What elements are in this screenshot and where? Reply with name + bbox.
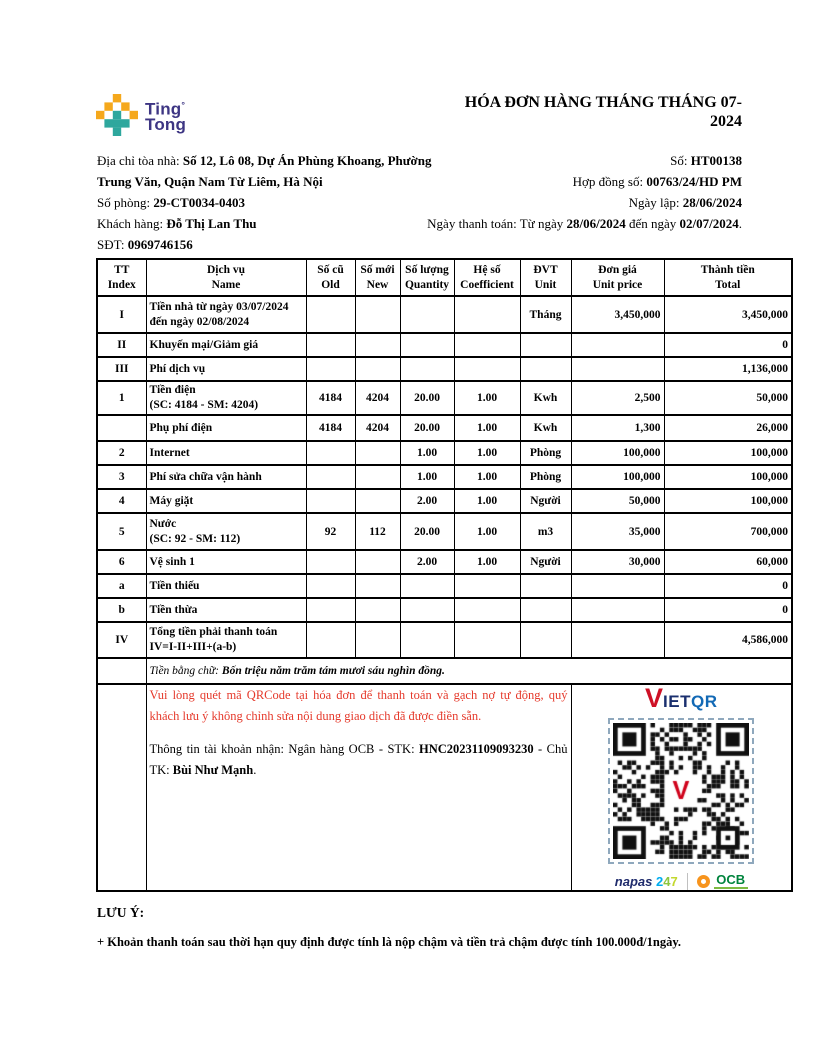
- cell-new: [355, 296, 400, 333]
- cell-old: [306, 296, 355, 333]
- cell-unit-price: [571, 622, 664, 658]
- building-address-line1: Địa chỉ tòa nhà: Số 12, Lô 08, Dự Án Phùng Khoang, Phường: [97, 153, 432, 168]
- cell-unit-price: 1,300: [571, 415, 664, 441]
- table-row: [97, 513, 792, 550]
- footer-note-title: LƯU Ý:: [97, 905, 145, 920]
- cell-unit: Kwh: [520, 415, 571, 441]
- cell-index: 6: [97, 550, 146, 574]
- cell-old: [306, 622, 355, 658]
- cell-new: [355, 550, 400, 574]
- building-address-line2: Trung Văn, Quận Nam Từ Liêm, Hà Nội: [97, 174, 323, 189]
- cell-index: 5: [97, 513, 146, 550]
- cell-index: III: [97, 357, 146, 381]
- cell-unit-price: [571, 333, 664, 357]
- cell-unit-price: [571, 574, 664, 598]
- cell-index: b: [97, 598, 146, 622]
- cell-total: 0: [664, 574, 792, 598]
- cell-index: 3: [97, 465, 146, 489]
- cell-coefficient: 1.00: [454, 381, 520, 415]
- table-row: [97, 415, 792, 441]
- cell-total: 26,000: [664, 415, 792, 441]
- payment-period: Ngày thanh toán: Từ ngày 28/06/2024 đến ngày 02/07/2024.: [427, 216, 742, 231]
- table-header-row: [97, 259, 792, 296]
- table-row: [97, 333, 792, 357]
- cell-unit: Phòng: [520, 441, 571, 465]
- cell-new: 4204: [355, 381, 400, 415]
- cell-old: 4184: [306, 415, 355, 441]
- cell-new: [355, 465, 400, 489]
- cell-old: [306, 598, 355, 622]
- cell-old: [306, 441, 355, 465]
- cell-total: 1,136,000: [664, 357, 792, 381]
- table-row: [97, 489, 792, 513]
- column-header: Số cũ Old: [306, 259, 355, 296]
- cell-index: II: [97, 333, 146, 357]
- column-header: TT Index: [97, 259, 146, 296]
- cell-total: 0: [664, 598, 792, 622]
- cell-unit-price: 30,000: [571, 550, 664, 574]
- column-header: Hệ số Coefficient: [454, 259, 520, 296]
- cell-index: a: [97, 574, 146, 598]
- cell-service: Tiền thiếu: [146, 574, 306, 598]
- table-row: [97, 574, 792, 598]
- empty-cell: [97, 684, 146, 891]
- cell-total: 100,000: [664, 441, 792, 465]
- cell-service: Phụ phí điện: [146, 415, 306, 441]
- cell-unit: Phòng: [520, 465, 571, 489]
- cell-coefficient: 1.00: [454, 513, 520, 550]
- cell-quantity: 20.00: [400, 415, 454, 441]
- cell-total: 3,450,000: [664, 296, 792, 333]
- cell-coefficient: 1.00: [454, 441, 520, 465]
- cell-total: 100,000: [664, 489, 792, 513]
- vietqr-logo: VIETQR: [645, 684, 718, 713]
- column-header: ĐVT Unit: [520, 259, 571, 296]
- vietqr-v-icon: V: [645, 684, 664, 713]
- ocb-logo: OCB: [697, 874, 748, 889]
- table-row: [97, 550, 792, 574]
- cell-old: [306, 550, 355, 574]
- cell-service: Tiền điện (SC: 4184 - SM: 4204): [146, 381, 306, 415]
- table-row: [97, 296, 792, 333]
- vietqr-panel: [571, 684, 792, 891]
- cell-new: [355, 489, 400, 513]
- tingtong-logo-text: Ting° Tong: [145, 99, 187, 135]
- cell-quantity: [400, 622, 454, 658]
- cell-service: Tiền thừa: [146, 598, 306, 622]
- cell-new: [355, 441, 400, 465]
- cell-new: [355, 357, 400, 381]
- divider: [687, 873, 688, 890]
- cell-quantity: 20.00: [400, 381, 454, 415]
- amount-in-words: Tiền bằng chữ: Bốn triệu năm trăm tám mươi sáu nghìn đồng.: [146, 658, 792, 684]
- phone-number: SĐT: 0969746156: [97, 237, 193, 252]
- invoice-table: [96, 258, 793, 892]
- cell-service: Internet: [146, 441, 306, 465]
- room-number: Số phòng: 29-CT0034-0403: [97, 195, 246, 210]
- customer-name: Khách hàng: Đỗ Thị Lan Thu: [97, 216, 257, 231]
- contract-number: Hợp đồng số: 00763/24/HD PM: [572, 174, 742, 189]
- ocb-ring-icon: [697, 875, 710, 888]
- cell-service: Phí dịch vụ: [146, 357, 306, 381]
- tingtong-logo-icon: [96, 94, 138, 136]
- registered-mark: °: [181, 99, 186, 110]
- cell-coefficient: [454, 598, 520, 622]
- cell-coefficient: [454, 357, 520, 381]
- cell-old: [306, 489, 355, 513]
- cell-unit-price: 35,000: [571, 513, 664, 550]
- cell-unit-price: 50,000: [571, 489, 664, 513]
- cell-coefficient: 1.00: [454, 465, 520, 489]
- cell-new: 112: [355, 513, 400, 550]
- cell-quantity: [400, 296, 454, 333]
- table-row: [97, 357, 792, 381]
- cell-index: I: [97, 296, 146, 333]
- cell-unit-price: 100,000: [571, 465, 664, 489]
- bank-account-info: Thông tin tài khoản nhận: Ngân hàng OCB - STK: HNC20231109093230 - Chủ TK: Bùi Như Mạnh.: [149, 742, 568, 777]
- table-row: [97, 441, 792, 465]
- column-header: Số mới New: [355, 259, 400, 296]
- ocb-subtext: [714, 887, 748, 889]
- cell-unit: Người: [520, 550, 571, 574]
- cell-old: [306, 465, 355, 489]
- cell-unit: m3: [520, 513, 571, 550]
- table-row: [97, 465, 792, 489]
- cell-service: Máy giặt: [146, 489, 306, 513]
- payment-instructions: [146, 684, 571, 891]
- cell-new: [355, 622, 400, 658]
- cell-new: [355, 598, 400, 622]
- cell-quantity: [400, 574, 454, 598]
- cell-old: [306, 333, 355, 357]
- cell-unit-price: 3,450,000: [571, 296, 664, 333]
- cell-coefficient: [454, 333, 520, 357]
- cell-unit: [520, 333, 571, 357]
- cell-unit-price: [571, 357, 664, 381]
- cell-total: 4,586,000: [664, 622, 792, 658]
- column-header: Dịch vụ Name: [146, 259, 306, 296]
- invoice-title: HÓA ĐƠN HÀNG THÁNG THÁNG 07- 2024: [464, 94, 742, 130]
- cell-quantity: [400, 357, 454, 381]
- cell-unit-price: 2,500: [571, 381, 664, 415]
- table-row: [97, 598, 792, 622]
- cell-unit: [520, 574, 571, 598]
- cell-new: [355, 574, 400, 598]
- cell-index: 1: [97, 381, 146, 415]
- cell-coefficient: 1.00: [454, 550, 520, 574]
- cell-quantity: 2.00: [400, 489, 454, 513]
- cell-old: 92: [306, 513, 355, 550]
- napas-logo: napas 247: [614, 874, 678, 889]
- cell-index: [97, 415, 146, 441]
- column-header: Số lượng Quantity: [400, 259, 454, 296]
- cell-total: 100,000: [664, 465, 792, 489]
- column-header: Đơn giá Unit price: [571, 259, 664, 296]
- cell-service: Vệ sinh 1: [146, 550, 306, 574]
- cell-coefficient: [454, 296, 520, 333]
- cell-quantity: 20.00: [400, 513, 454, 550]
- cell-quantity: [400, 333, 454, 357]
- cell-old: [306, 574, 355, 598]
- payment-brands: [575, 873, 789, 890]
- cell-quantity: 2.00: [400, 550, 454, 574]
- cell-unit: [520, 598, 571, 622]
- table-row: [97, 622, 792, 658]
- cell-old: 4184: [306, 381, 355, 415]
- cell-unit: [520, 622, 571, 658]
- cell-quantity: [400, 598, 454, 622]
- cell-quantity: 1.00: [400, 465, 454, 489]
- cell-total: 700,000: [664, 513, 792, 550]
- cell-unit: Tháng: [520, 296, 571, 333]
- cell-coefficient: [454, 622, 520, 658]
- cell-new: 4204: [355, 415, 400, 441]
- cell-new: [355, 333, 400, 357]
- cell-service: Phí sửa chữa vận hành: [146, 465, 306, 489]
- cell-unit: [520, 357, 571, 381]
- cell-unit: Người: [520, 489, 571, 513]
- cell-service: Khuyến mại/Giảm giá: [146, 333, 306, 357]
- qr-code-image: [613, 723, 749, 859]
- cell-total: 50,000: [664, 381, 792, 415]
- cell-service: Tiền nhà từ ngày 03/07/2024 đến ngày 02/08/2024: [146, 296, 306, 333]
- customer-info: [97, 150, 467, 255]
- tingtong-logo: [96, 94, 186, 136]
- cell-coefficient: 1.00: [454, 415, 520, 441]
- cell-unit-price: [571, 598, 664, 622]
- amount-in-words-row: [97, 658, 792, 684]
- cell-index: 2: [97, 441, 146, 465]
- cell-service: Nước (SC: 92 - SM: 112): [146, 513, 306, 550]
- cell-coefficient: [454, 574, 520, 598]
- cell-quantity: 1.00: [400, 441, 454, 465]
- invoice-number: Số: HT00138: [670, 153, 742, 168]
- payment-row: [97, 684, 792, 891]
- cell-total: 60,000: [664, 550, 792, 574]
- cell-total: 0: [664, 333, 792, 357]
- cell-unit: Kwh: [520, 381, 571, 415]
- empty-cell: [97, 658, 146, 684]
- column-header: Thành tiền Total: [664, 259, 792, 296]
- cell-coefficient: 1.00: [454, 489, 520, 513]
- qr-code: [608, 718, 754, 864]
- cell-index: IV: [97, 622, 146, 658]
- table-row: [97, 381, 792, 415]
- footer-note-line: + Khoản thanh toán sau thời hạn quy định được tính là nộp chậm và tiền trả chậm được tính 100.000đ/1ngày.: [97, 935, 682, 949]
- cell-index: 4: [97, 489, 146, 513]
- issue-date: Ngày lập: 28/06/2024: [628, 195, 742, 210]
- cell-service: Tổng tiền phải thanh toán IV=I-II+III+(a-b): [146, 622, 306, 658]
- invoice-meta: [427, 150, 742, 234]
- cell-old: [306, 357, 355, 381]
- qr-warning-text: Vui lòng quét mã QRCode tại hóa đơn để thanh toán và gạch nợ tự động, quý khách lưu ý không chỉnh sửa nội dung giao dịch đã được điền sẵn.: [149, 688, 568, 723]
- cell-unit-price: 100,000: [571, 441, 664, 465]
